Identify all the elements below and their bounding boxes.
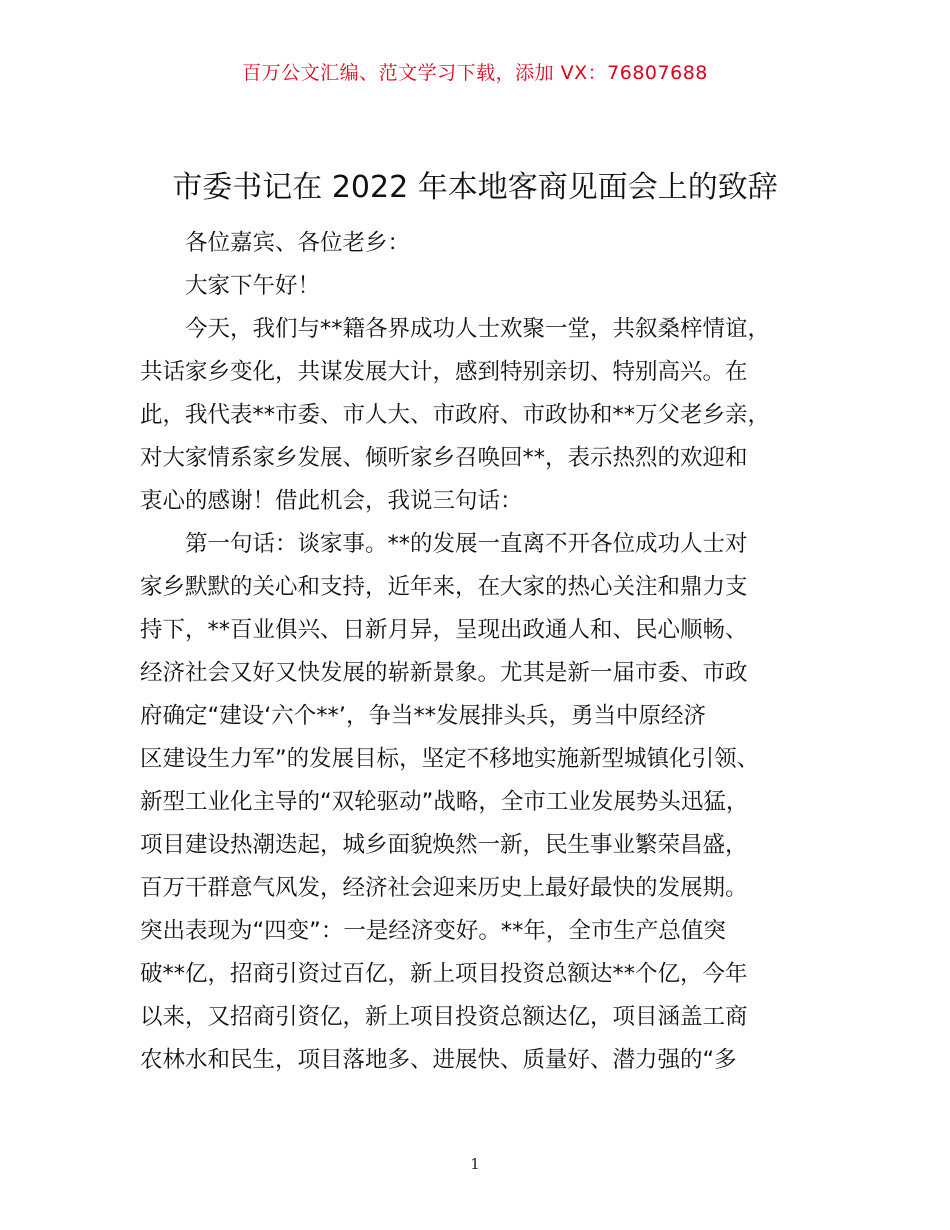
text-line: 各位嘉宾、各位老乡： — [140, 230, 411, 256]
text-line: 新型工业化主导的“双轮驱动”战略，全市工业发展势头迅猛， — [140, 789, 749, 815]
text-line: 家乡默默的关心和支持，近年来，在大家的热心关注和鼎力支 — [140, 574, 748, 600]
text-line: 农林水和民生，项目落地多、进展快、质量好、潜力强的“多 — [140, 1047, 737, 1073]
text-line: 对大家情系家乡发展、倾听家乡召唤回**，表示热烈的欢迎和 — [140, 445, 748, 471]
text-line: 今天，我们与**籍各界成功人士欢聚一堂，共叙桑梓情谊， — [140, 316, 771, 342]
document-body — [140, 222, 840, 1082]
text-line: 百万干群意气风发，经济社会迎来历史上最好最快的发展期。 — [140, 875, 748, 901]
text-line: 府确定“建设‘六个**’，争当**发展排头兵，勇当中原经济 — [140, 703, 706, 729]
text-line: 区建设生力军”的发展目标，坚定不移地实施新型城镇化引领、 — [140, 746, 760, 772]
text-line: 破**亿，招商引资过百亿，新上项目投资总额达**个亿，今年 — [140, 961, 748, 987]
text-line: 第一句话：谈家事。**的发展一直离不开各位成功人士对 — [140, 531, 748, 557]
text-line: 此，我代表**市委、市人大、市政府、市政协和**万父老乡亲， — [140, 402, 771, 428]
watermark-banner: 百万公文汇编、范文学习下载，添加 VX：76807688 — [242, 62, 708, 84]
page-number: 1 — [470, 1155, 480, 1173]
text-line: 共话家乡变化，共谋发展大计，感到特别亲切、特别高兴。在 — [140, 359, 748, 385]
text-line: 持下，**百业俱兴、日新月异，呈现出政通人和、民心顺畅、 — [140, 617, 748, 643]
text-line: 以来，又招商引资亿，新上项目投资总额达亿，项目涵盖工商 — [140, 1004, 748, 1030]
text-line: 经济社会又好又快发展的崭新景象。尤其是新一届市委、市政 — [140, 660, 748, 686]
text-line: 项目建设热潮迭起，城乡面貌焕然一新，民生事业繁荣昌盛， — [140, 832, 748, 858]
document-title: 市委书记在 2022 年本地客商见面会上的致辞 — [172, 170, 778, 205]
text-line: 突出表现为“四变”：一是经济变好。**年，全市生产总值突 — [140, 918, 726, 944]
text-line: 大家下午好！ — [140, 273, 321, 299]
text-line: 衷心的感谢！借此机会，我说三句话： — [140, 488, 523, 514]
